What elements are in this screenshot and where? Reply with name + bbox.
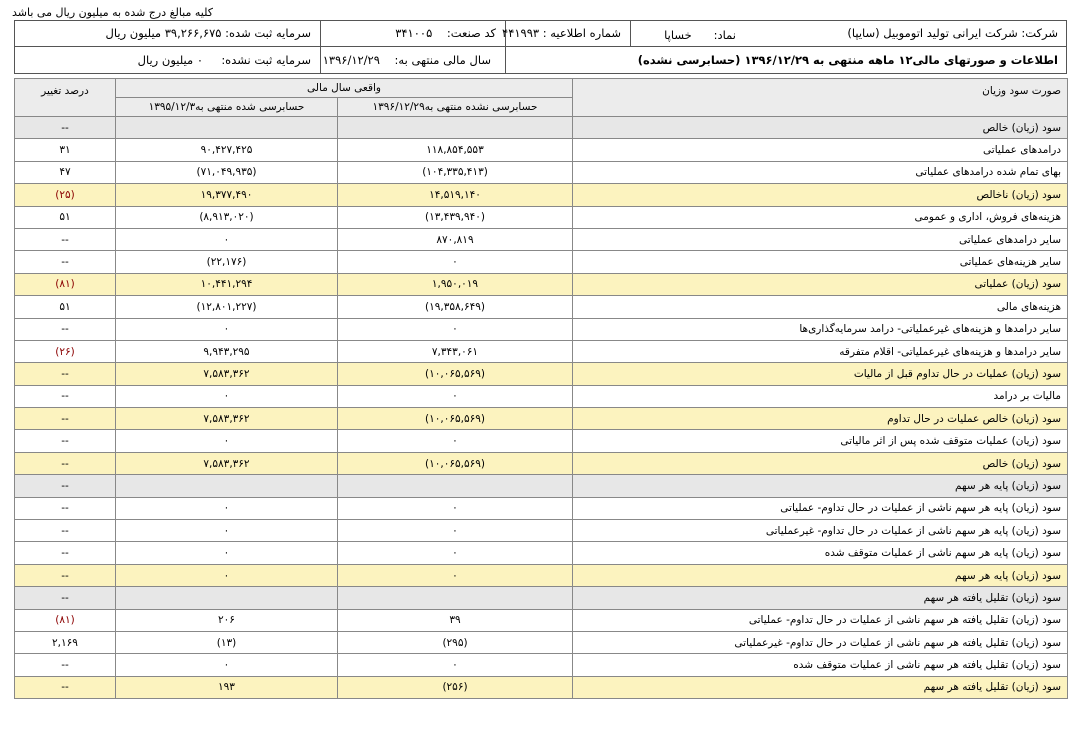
info-divider [630, 21, 631, 46]
row-current-value: (۱۰,۰۶۵,۵۶۹) [338, 363, 573, 385]
table-row [15, 497, 1068, 519]
row-label: سود (زیان) پایه هر سهم ناشی از عملیات متوقف شده [573, 542, 1068, 564]
row-change-percent: -- [15, 385, 116, 407]
table-row [15, 587, 1068, 609]
row-current-value [338, 117, 573, 139]
row-label: سود (زیان) خالص [573, 117, 1068, 139]
row-current-value: ۸۷۰,۸۱۹ [338, 228, 573, 250]
row-current-value: (۱۹,۳۵۸,۶۴۹) [338, 296, 573, 318]
row-prior-value: (۱۲,۸۰۱,۲۲۷) [116, 296, 338, 318]
table-row [15, 631, 1068, 653]
row-current-value: ۰ [338, 654, 573, 676]
industry-code-field [395, 26, 496, 40]
row-label: سود (زیان) پایه هر سهم ناشی از عملیات در حال تداوم- عملیاتی [573, 497, 1068, 519]
row-prior-value: ۱۹,۳۷۷,۴۹۰ [116, 184, 338, 206]
row-current-value: ۷,۳۴۳,۰۶۱ [338, 340, 573, 362]
table-row [15, 385, 1068, 407]
row-change-percent: -- [15, 475, 116, 497]
table-row [15, 430, 1068, 452]
symbol-value: خساپا [664, 28, 692, 42]
row-prior-value: ۰ [116, 564, 338, 586]
table-row [15, 363, 1068, 385]
row-current-value [338, 587, 573, 609]
row-prior-value: ۹,۹۴۳,۲۹۵ [116, 340, 338, 362]
fiscal-value: ۱۳۹۶/۱۲/۲۹ [322, 53, 380, 67]
row-change-percent: -- [15, 228, 116, 250]
row-label: سود (زیان) پایه هر سهم [573, 564, 1068, 586]
row-change-percent: -- [15, 654, 116, 676]
row-prior-value: ۰ [116, 497, 338, 519]
row-label: سود (زیان) تقلیل یافته هر سهم [573, 587, 1068, 609]
row-label: سود (زیان) ناخالص [573, 184, 1068, 206]
row-change-percent: -- [15, 564, 116, 586]
row-change-percent: -- [15, 318, 116, 340]
row-label: سایر درامدها و هزینه‌های غیرعملیاتی- درامد سرمایه‌گذاری‌ها [573, 318, 1068, 340]
row-label: سود (زیان) پایه هر سهم [573, 475, 1068, 497]
row-prior-value: ۰ [116, 654, 338, 676]
table-row [15, 542, 1068, 564]
notice-label: شماره اطلاعیه : [542, 26, 621, 40]
report-title: اطلاعات و صورتهای مالی۱۲ ماهه منتهی به ۱۳۹۶/۱۲/۲۹ (حسابرسی نشده) [637, 53, 1058, 67]
row-current-value: (۲۹۵) [338, 631, 573, 653]
symbol-label: نماد: [713, 28, 736, 42]
row-prior-value: ۰ [116, 228, 338, 250]
row-label: سایر درامدهای عملیاتی [573, 228, 1068, 250]
row-label: بهای تمام شده درامدهای عملیاتی [573, 161, 1068, 183]
row-current-value: (۱۳,۴۳۹,۹۴۰) [338, 206, 573, 228]
row-change-percent: -- [15, 542, 116, 564]
row-label: سود (زیان) خالص عملیات در حال تداوم [573, 408, 1068, 430]
capital-reg-value: ۳۹,۲۶۶,۶۷۵ میلیون ریال [105, 26, 222, 40]
row-prior-value: ۹۰,۴۲۷,۴۲۵ [116, 139, 338, 161]
row-label: هزینه‌های فروش، اداری و عمومی [573, 206, 1068, 228]
table-row [15, 318, 1068, 340]
table-row [15, 139, 1068, 161]
info-divider [505, 46, 506, 74]
row-change-percent: ۳۱ [15, 139, 116, 161]
row-change-percent: -- [15, 408, 116, 430]
row-current-value [338, 475, 573, 497]
notice-value: ۴۴۱۹۹۳ [502, 26, 540, 40]
capital-unreg-value: ۰ میلیون ریال [137, 53, 204, 67]
row-change-percent: (۲۶) [15, 340, 116, 362]
company-label: شرکت: [1021, 26, 1058, 40]
table-row [15, 296, 1068, 318]
row-current-value: (۱۰,۰۶۵,۵۶۹) [338, 452, 573, 474]
fiscal-year-field [323, 53, 491, 67]
table-row [15, 609, 1068, 631]
unregistered-capital-field [138, 53, 311, 67]
symbol-field [664, 28, 736, 42]
row-prior-value: ۰ [116, 520, 338, 542]
row-prior-value [116, 587, 338, 609]
row-current-value: ۰ [338, 430, 573, 452]
row-change-percent: -- [15, 520, 116, 542]
table-row [15, 228, 1068, 250]
row-change-percent: -- [15, 452, 116, 474]
table-row [15, 251, 1068, 273]
row-change-percent: -- [15, 676, 116, 698]
row-change-percent: ۵۱ [15, 206, 116, 228]
row-change-percent: -- [15, 497, 116, 519]
row-change-percent: -- [15, 251, 116, 273]
row-current-value: (۱۰,۰۶۵,۵۶۹) [338, 408, 573, 430]
info-divider [15, 46, 1066, 47]
row-prior-value [116, 117, 338, 139]
row-current-value: ۱,۹۵۰,۰۱۹ [338, 273, 573, 295]
table-header-row [15, 79, 1068, 98]
row-current-value: ۱۱۸,۸۵۴,۵۵۳ [338, 139, 573, 161]
row-change-percent: -- [15, 587, 116, 609]
capital-reg-label: سرمایه ثبت شده: [225, 26, 311, 40]
row-prior-value: ۰ [116, 430, 338, 452]
row-label: هزینه‌های مالی [573, 296, 1068, 318]
row-change-percent: (۸۱) [15, 273, 116, 295]
table-row [15, 273, 1068, 295]
row-change-percent: -- [15, 363, 116, 385]
row-label: سود (زیان) تقلیل یافته هر سهم ناشی از عملیات در حال تداوم- غیرعملیاتی [573, 631, 1068, 653]
fiscal-label: سال مالی منتهی به: [394, 53, 491, 67]
row-label: سود (زیان) عملیاتی [573, 273, 1068, 295]
col-header-change: درصد تغییر [15, 79, 116, 117]
col-header-statement: صورت سود وزیان [573, 79, 1068, 117]
row-prior-value: ۷,۵۸۳,۳۶۲ [116, 452, 338, 474]
row-label: سایر درامدها و هزینه‌های غیرعملیاتی- اقلام متفرقه [573, 340, 1068, 362]
row-label: سود (زیان) عملیات متوقف شده پس از اثر مالیاتی [573, 430, 1068, 452]
company-field [847, 26, 1058, 40]
row-prior-value: ۰ [116, 318, 338, 340]
row-change-percent: -- [15, 117, 116, 139]
row-current-value: ۰ [338, 564, 573, 586]
row-prior-value: ۲۰۶ [116, 609, 338, 631]
row-current-value: (۱۰۴,۳۳۵,۴۱۳) [338, 161, 573, 183]
row-change-percent: ۴۷ [15, 161, 116, 183]
industry-value: ۳۴۱۰۰۵ [395, 26, 433, 40]
info-divider [320, 46, 321, 74]
row-label: درامدهای عملیاتی [573, 139, 1068, 161]
amount-unit-note: کلیه مبالغ درج شده به میلیون ریال می باشد [12, 6, 213, 19]
row-label: سود (زیان) عملیات در حال تداوم قبل از مالیات [573, 363, 1068, 385]
row-label: سایر هزینه‌های عملیاتی [573, 251, 1068, 273]
table-row [15, 676, 1068, 698]
table-row [15, 117, 1068, 139]
row-current-value: ۳۹ [338, 609, 573, 631]
company-info-box [14, 20, 1067, 74]
income-statement-table [14, 78, 1068, 699]
row-label: سود (زیان) تقلیل یافته هر سهم [573, 676, 1068, 698]
row-prior-value: ۰ [116, 542, 338, 564]
table-row [15, 206, 1068, 228]
table-row [15, 408, 1068, 430]
row-current-value: ۱۴,۵۱۹,۱۴۰ [338, 184, 573, 206]
company-value: شرکت ایرانی تولید اتوموبیل (سایپا) [847, 26, 1018, 40]
capital-unreg-label: سرمایه ثبت نشده: [221, 53, 311, 67]
row-prior-value: ۱۹۳ [116, 676, 338, 698]
row-current-value: ۰ [338, 251, 573, 273]
row-label: سود (زیان) تقلیل یافته هر سهم ناشی از عملیات در حال تداوم- عملیاتی [573, 609, 1068, 631]
col-header-current: حسابرسی نشده منتهی به۱۳۹۶/۱۲/۲۹ [338, 98, 573, 117]
table-row [15, 475, 1068, 497]
row-change-percent: ۲,۱۶۹ [15, 631, 116, 653]
industry-label: کد صنعت: [446, 26, 496, 40]
table-row [15, 520, 1068, 542]
row-prior-value: ۷,۵۸۳,۳۶۲ [116, 408, 338, 430]
row-current-value: ۰ [338, 318, 573, 340]
row-prior-value: (۱۳) [116, 631, 338, 653]
info-divider [320, 21, 321, 46]
row-current-value: (۲۵۶) [338, 676, 573, 698]
table-row [15, 452, 1068, 474]
row-prior-value: (۸,۹۱۳,۰۲۰) [116, 206, 338, 228]
row-current-value: ۰ [338, 520, 573, 542]
table-row [15, 564, 1068, 586]
row-prior-value [116, 475, 338, 497]
row-prior-value: ۰ [116, 385, 338, 407]
notice-number-field [502, 26, 621, 40]
col-header-prior: حسابرسی شده منتهی به۱۳۹۵/۱۲/۳ [116, 98, 338, 117]
table-row [15, 340, 1068, 362]
row-current-value: ۰ [338, 542, 573, 564]
row-current-value: ۰ [338, 497, 573, 519]
row-prior-value: ۷,۵۸۳,۳۶۲ [116, 363, 338, 385]
row-change-percent: (۲۵) [15, 184, 116, 206]
row-current-value: ۰ [338, 385, 573, 407]
registered-capital-field [106, 26, 311, 40]
row-prior-value: (۷۱,۰۴۹,۹۳۵) [116, 161, 338, 183]
table-row [15, 161, 1068, 183]
row-change-percent: (۸۱) [15, 609, 116, 631]
row-label: سود (زیان) پایه هر سهم ناشی از عملیات در حال تداوم- غیرعملیاتی [573, 520, 1068, 542]
row-prior-value: ۱۰,۴۴۱,۲۹۴ [116, 273, 338, 295]
table-row [15, 654, 1068, 676]
row-label: سود (زیان) خالص [573, 452, 1068, 474]
row-label: سود (زیان) تقلیل یافته هر سهم ناشی از عملیات متوقف شده [573, 654, 1068, 676]
table-row [15, 184, 1068, 206]
row-change-percent: ۵۱ [15, 296, 116, 318]
col-header-actual: واقعی سال مالی [116, 79, 573, 98]
row-prior-value: (۲۲,۱۷۶) [116, 251, 338, 273]
row-label: مالیات بر درامد [573, 385, 1068, 407]
row-change-percent: -- [15, 430, 116, 452]
